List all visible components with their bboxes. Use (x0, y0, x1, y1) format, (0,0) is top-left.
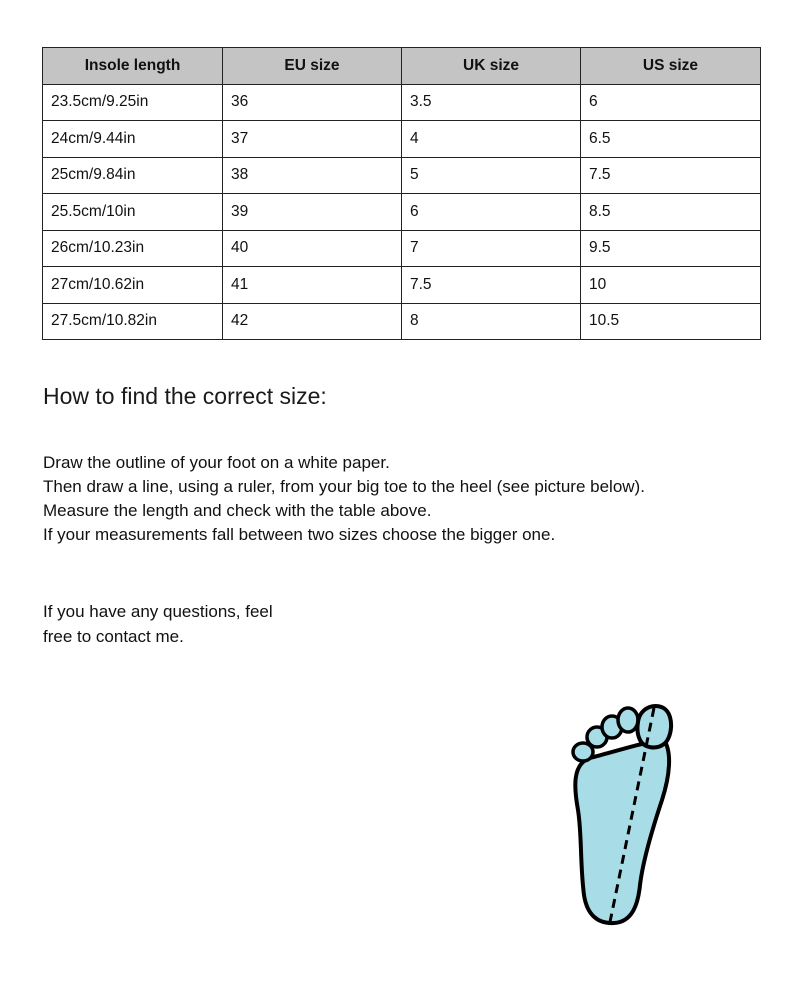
cell-eu-size: 40 (223, 230, 402, 267)
cell-eu-size: 39 (223, 194, 402, 231)
table-header-row (43, 48, 761, 85)
cell-uk-size: 7.5 (402, 267, 581, 304)
cell-eu-size: 37 (223, 121, 402, 158)
contact-line: free to contact me. (43, 627, 184, 646)
cell-insole-length: 27cm/10.62in (43, 267, 223, 304)
instruction-line: If your measurements fall between two sizes choose the bigger one. (43, 525, 556, 544)
cell-us-size: 8.5 (581, 194, 761, 231)
foot-toe-shape (618, 708, 638, 732)
cell-eu-size: 41 (223, 267, 402, 304)
cell-uk-size: 5 (402, 157, 581, 194)
cell-us-size: 7.5 (581, 157, 761, 194)
instructions-block (43, 451, 743, 547)
cell-insole-length: 25.5cm/10in (43, 194, 223, 231)
cell-eu-size: 42 (223, 303, 402, 340)
cell-uk-size: 8 (402, 303, 581, 340)
cell-us-size: 10 (581, 267, 761, 304)
table-row (43, 194, 761, 231)
cell-eu-size: 36 (223, 84, 402, 121)
foot-outline-icon (560, 700, 690, 930)
cell-uk-size: 6 (402, 194, 581, 231)
instruction-line: Then draw a line, using a ruler, from your big toe to the heel (see picture below). (43, 477, 645, 496)
header-insole-length: Insole length (43, 48, 223, 85)
table-row (43, 121, 761, 158)
instruction-line: Measure the length and check with the table above. (43, 501, 432, 520)
guide-heading: How to find the correct size: (43, 383, 327, 409)
instruction-line: Draw the outline of your foot on a white paper. (43, 453, 390, 472)
header-eu-size: EU size (223, 48, 402, 85)
foot-sole-shape (575, 740, 669, 923)
cell-insole-length: 25cm/9.84in (43, 157, 223, 194)
cell-uk-size: 4 (402, 121, 581, 158)
cell-uk-size: 3.5 (402, 84, 581, 121)
cell-us-size: 6.5 (581, 121, 761, 158)
cell-us-size: 10.5 (581, 303, 761, 340)
table-row (43, 267, 761, 304)
table-row (43, 157, 761, 194)
cell-uk-size: 7 (402, 230, 581, 267)
header-us-size: US size (581, 48, 761, 85)
table-row (43, 84, 761, 121)
size-chart-table (42, 47, 761, 340)
cell-us-size: 9.5 (581, 230, 761, 267)
contact-note (43, 599, 443, 649)
contact-line: If you have any questions, feel (43, 602, 273, 621)
cell-insole-length: 26cm/10.23in (43, 230, 223, 267)
header-uk-size: UK size (402, 48, 581, 85)
cell-us-size: 6 (581, 84, 761, 121)
table-row (43, 303, 761, 340)
cell-insole-length: 24cm/9.44in (43, 121, 223, 158)
cell-eu-size: 38 (223, 157, 402, 194)
cell-insole-length: 27.5cm/10.82in (43, 303, 223, 340)
table-row (43, 230, 761, 267)
cell-insole-length: 23.5cm/9.25in (43, 84, 223, 121)
